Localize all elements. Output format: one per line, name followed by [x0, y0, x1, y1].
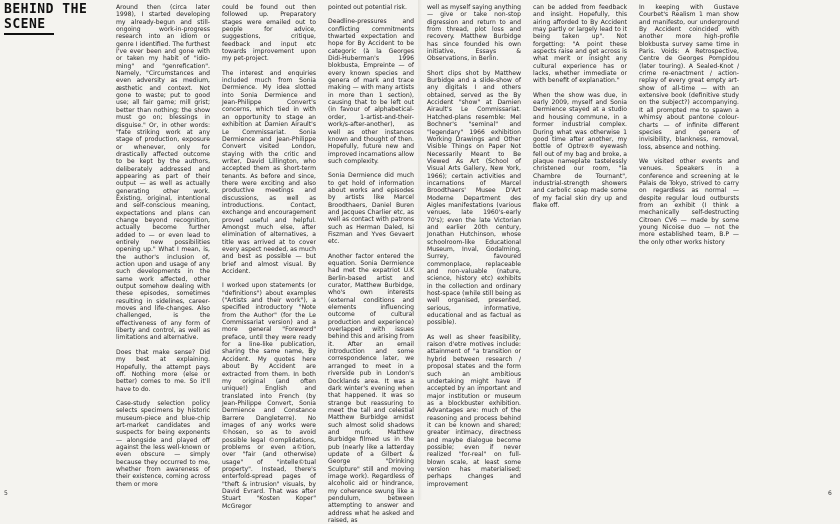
text-column-1: [116, 4, 210, 492]
paragraph: Around then (circa later 1998), I started developing my already-begun and still-ongoing work-in-progress research into an idiom or genre I identified. The furthest I've ever been and gone with or taken my habit of "idio-ming" and "genrefication". Namely, "Circumstances and even adversity as medium, æsthetic and context. Not gone to waste; put to good use; all fair game; mill grist; better than nothing; the show must go on; blessings in disguise." Or, in other words: "fate striking work at any stage of production, exposure or whenever, only for drastically affected outcome to be kept by the authors, deliberately addressed and appearing as part of their output — as well as actually generating other work. Existing, original, intentional and self-conscious meaning, expectations and plans can change beyond recognition, actually become further added to — or even lead to entirely new possibilities opening up." What I mean, is, the author's inclusion of, action upon and usage of any such developments in the same work affected, other output somehow dealing with these episodes, sometimes resulting in sidelines, career-moves and life-changes. Also challenged, is the effectiveness of any form of liberty and control, as well as limitations and alternative.: [116, 4, 210, 342]
page-number-right: 6: [828, 490, 832, 497]
paragraph: I worked upon statements (or "definitions") about examples ("Artists and their work"), a specified introductory "Note from the Author" (for the Le Commissariat version) and a more general "Foreword" preface, until they were ready for a line-like publication, sharing the same name, By Accident. My quotes here about By Accident are extracted from them. In both my original (and often unique!) English and translated into French (by Jean-Philippe Convert, Sonia Dermience and Constance Barrere Dangleterre). No images of any works were ©hosen, so as to avoid possible legal ©omplidations, problems or even a©tion, over "fair (and otherwise) usage" of "intelle©tual property". Instead, there's enterfold-spread pages of "theft & intrusion" visuals, by David Evrard. That was after Stuart "Kosten Koper" McGregor: [222, 282, 316, 510]
paragraph: Short clips shot by Matthew Burbidge and a slide-show of any digitals I and others obtained, served as the By Accident "show" at Damien Airault's Le Commissariat. Hatched-plans resemble: Mel Bochner's "seminal" and "legendary" 1966 exhibition Working Drawings and Other Visible Things on Paper Not Necessarily Meant to Be Viewed As Art (School of Visual Arts Gallery, New York, 1966); certain activities and incarnations of Marcel Broodthaers' Musee D'Art Moderne Department des Aigles manifestations (various venues, late 1960's-early 70's); even the late Victorian and earlier 20th century, Jonathan Hutchinson, whose schoolroom-like Educational Museum, Inval, Godalming, Surrey, favoured commonplace, replaceable and non-valuable (nature, science, history etc) exhibits in the collection and ordinary host-space (while still being as well organised, presented, serious, informative, educational and as factual as possible).: [427, 69, 521, 327]
paragraph: Case-study selection policy selects specimens by historic museum-piece and blue-chip art-market candidates and suspects for being exponents — alongside and played off against the less well-known or even obscure — simply because they occurred to me, whether from awareness of their existence, coming across them or more: [116, 399, 210, 488]
page-number-left: 5: [4, 490, 8, 497]
paragraph: Sonia Dermience did much to get hold of information about works and episodes by artists like Marcel Broodthaers, Daniel Buren and Jacques Charlier etc, as well as contact with patrons such as Herman Daled, Isi Fiszman and Yves Gevaert etc.: [328, 172, 414, 246]
text-column-6: [639, 4, 739, 492]
paragraph: pointed out potential risk.: [328, 4, 407, 11]
paragraph: well as myself saying anything — give or take non-stop digression and return to and from thread, plot loss and recovery. Matthew Burbidge has since founded his own initiative, Essays & Observations, in Berlin.: [427, 4, 521, 63]
paragraph: When the show was due, in early 2009, myself and Sonia Dermience stayed at a studio and housing commune, in a former industrial complex. During what was otherwise 1 good time after another, my bottle of Optrex® eyewash fell out of my bag and broke, a plaque nameplate tastelessly christened our room, "la Chambre de Tournant", industrial-strength showers and carbolic soap made some of my facial skin dry up and flake off.: [533, 91, 627, 209]
page-gutter: [418, 0, 422, 500]
text-column-2: [222, 4, 316, 510]
paragraph: could be found out then followed up. Preparatory stages were emailed out to people for advice, suggestions, critique, feedback and input etc towards improvement upon my pet-project.: [222, 4, 316, 63]
section-title-line-2: SCENE: [4, 17, 46, 32]
text-column-4: [427, 4, 521, 492]
text-column-5: [533, 4, 627, 492]
paragraph: As well as sheer feasibility, raison d'etre motives include: attainment of "a transition or hybrid between research / proposal states and the form such an ambitious undertaking might have if accepted by an important and major institution or museum as a blockbuster exhibition. Advantages are: much of the reasoning and process behind it can be known and shared; greater intimacy, directness and maybe dialogue become possible; even if never realized "for-real" on full-blown scale, at least some version has materialised; perhaps changes and improvement: [427, 333, 521, 488]
paragraph: Deadline-pressures and conflicting commitments thwarted expectation and hope for By Accident to be categoric (à la Georges Didi-Huberman's 1996 blokbusta, Empreinte — of every known species and genera of mark and trace making — with many artists in more than 1 section), causing that to be left out (in favour of alphabetical-order, 1-artist-and-their-work/s-after-another), as well as other instances known and thought of then. Hopefully, future new and improved incarnations allow such complexity.: [328, 18, 415, 165]
title-underline: [4, 33, 54, 35]
section-title: [4, 2, 124, 35]
paragraph: We visited other events and venues. Speakers in a conference and screening at le Palais de Tokyo, strived to carry on regardless as normal — despite regular loud outbursts from an exhibit (I think a mechanically self-destructing Citroen CV6 — made by some young Nicoise duo — not the more established team, B.P — the only other works history: [639, 157, 739, 246]
paragraph: can be added from feedback and insight. Hopefully, this airing afforded to By Accident may partly or largely lead to it being taken up". Not forgetting: "A point these aspects raise and get across is what merit or insight any cultural experience has or lacks, whether immediate or with benefit of explanation.": [533, 4, 627, 85]
paragraph: In keeping with Gustave Courbet's Realism 1 man show and manifesto, our underground By Accident coincided with another more high-profile blokbusta survey same time in Paris. Voids: A Retrospective, Centre de Georges Pompidou (later touring). A Sealed-Knot / crime re-enactment / action-replay of every great empty art-show of all-time — with an extensive book (definitive study on the subject?) accompanying. It all prompted me to spawn a whimsy about pantone colour-charts — of infinite different species and genera of invisibility, blankness, removal, loss, absence and nothing.: [639, 4, 739, 151]
paragraph: Another factor entered the equation. Sonia Dermience had met the expatriot U.K Berlin-based artist and curator, Matthew Burbidge, who's own interests (external conditions and elements influencing outcome of cultural production and experience) overlapped with issues behind this and arising from it. After an email introduction and some correspondence later, we arranged to meet in a riverside pub in London's Docklands area. It was a dark winter's evening when that happened. It was so strange but reassuring to meet the tall and celestial Matthew Burbidge amidst such almost solid shadows and murk. Matthew Burbidge filmed us in the pub (nearly like a latterday update of a Gilbert & George "Drinking Sculpture" still and moving image work). Regardless of alcoholic aid or hindrance, my coherence swung like a pendulum, between attempting to answer and address what he asked and raised, as: [328, 252, 414, 524]
paragraph: Does that make sense? Did my best at explaining. Hopefully, the attempt pays off. Nothing more (else or better) comes to me. So it'll have to do.: [116, 348, 210, 393]
text-column-3: [328, 4, 415, 524]
section-title-line-1: BEHIND THE: [4, 2, 88, 17]
paragraph: The interest and enquiries included much from Sonia Dermience. My idea slotted into Sonia Dermience and Jean-Philippe Convert's concerns, which tied in with an opportunity to stage an exhibition at Damien Airault's Le Commissariat. Sonia Dermience and Jean-Philippe Convert visited London, staying with the critic and writer, David Lillington, who accepted them as short-term tenants. As before and since, there were exciting and also productive meetings and discussions, as well as introductions. Contact, exchange and encouragement proved useful and helpful. Amongst much else, after elimination of alternatives, a title was arrived at to cover every aspect needed, as much and best as possible — but brief and almost visual. By Accident.: [222, 69, 316, 276]
